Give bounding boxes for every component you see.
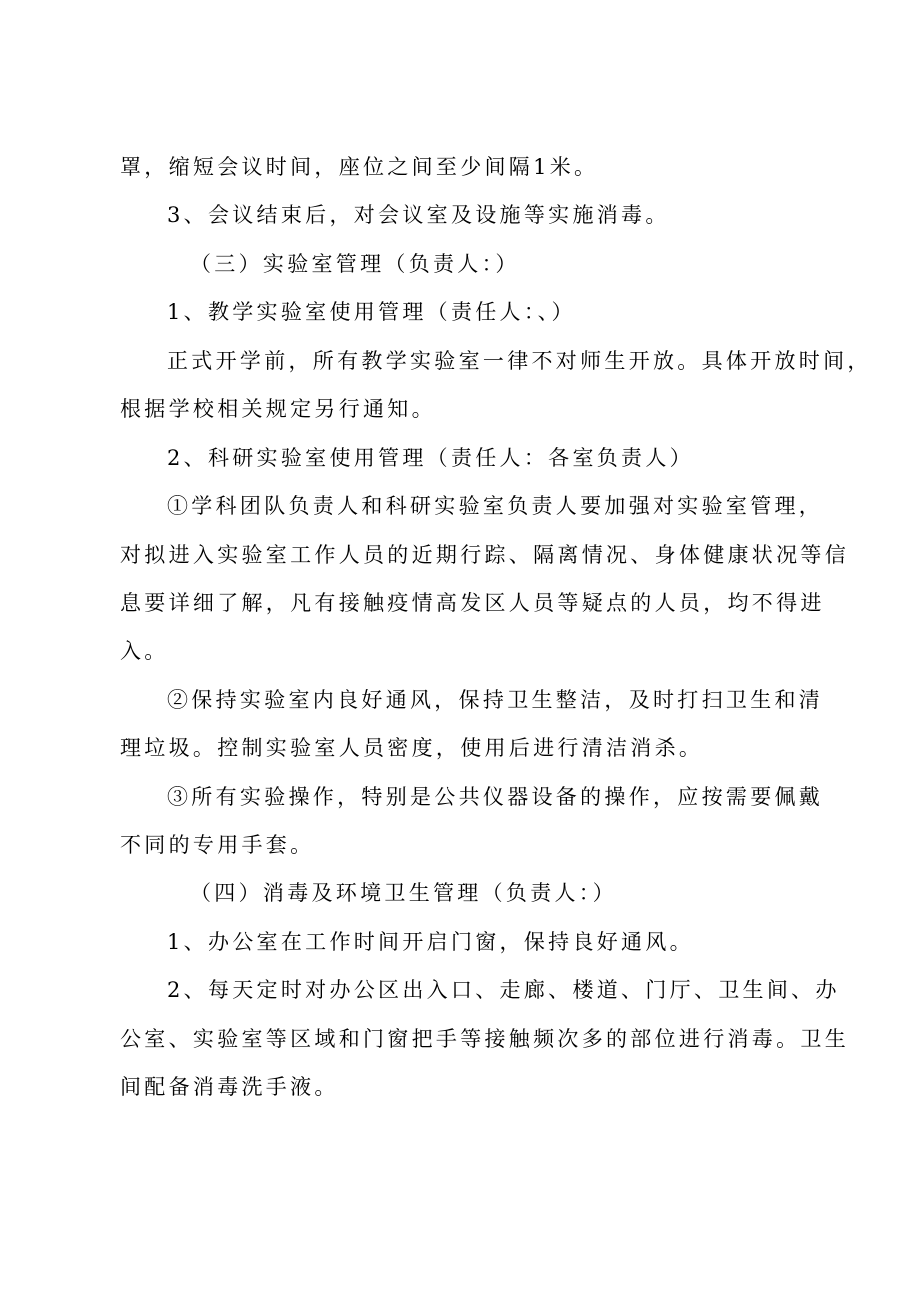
- text-line-9: 对拟进入实验室工作人员的近期行踪、隔离情况、身体健康状况等信: [120, 543, 849, 567]
- text-line-7: 2、科研实验室使用管理（责任人：各室负责人）: [167, 446, 694, 470]
- text-line-4: 1、教学实验室使用管理（责任人：、）: [167, 300, 576, 324]
- text-line-20: 间配备消毒洗手液。: [120, 1075, 339, 1099]
- text-line-11: 入。: [120, 639, 169, 663]
- text-line-17: 1、办公室在工作时间开启门窗，保持良好通风。: [167, 930, 694, 954]
- text-line-5: 正式开学前，所有教学实验室一律不对师生开放。具体开放时间，: [167, 349, 872, 373]
- text-line-6: 根据学校相关规定另行通知。: [120, 397, 436, 421]
- text-line-12: ②保持实验室内良好通风，保持卫生整洁，及时打扫卫生和清: [167, 688, 824, 712]
- text-line-19: 公室、实验室等区域和门窗把手等接触频次多的部位进行消毒。卫生: [120, 1027, 849, 1051]
- text-line-10: 息要详细了解，凡有接触疫情高发区人员等疑点的人员，均不得进: [120, 591, 825, 615]
- text-line-1: 罩，缩短会议时间，座位之间至少间隔1米。: [120, 155, 599, 179]
- section-heading-lab: （三）实验室管理（负责人：）: [190, 252, 520, 276]
- text-line-14: ③所有实验操作，特别是公共仪器设备的操作，应按需要佩戴: [167, 785, 824, 809]
- text-line-2: 3、会议结束后，对会议室及设施等实施消毒。: [167, 203, 670, 227]
- text-line-15: 不同的专用手套。: [120, 833, 315, 857]
- section-heading-disinfection: （四）消毒及环境卫生管理（负责人：）: [190, 881, 617, 905]
- text-line-8: ①学科团队负责人和科研实验室负责人要加强对实验室管理，: [167, 494, 824, 518]
- text-line-18: 2、每天定时对办公区出入口、走廊、楼道、门厅、卫生间、办: [167, 978, 840, 1002]
- text-line-13: 理垃圾。控制实验室人员密度，使用后进行清洁消杀。: [120, 736, 704, 760]
